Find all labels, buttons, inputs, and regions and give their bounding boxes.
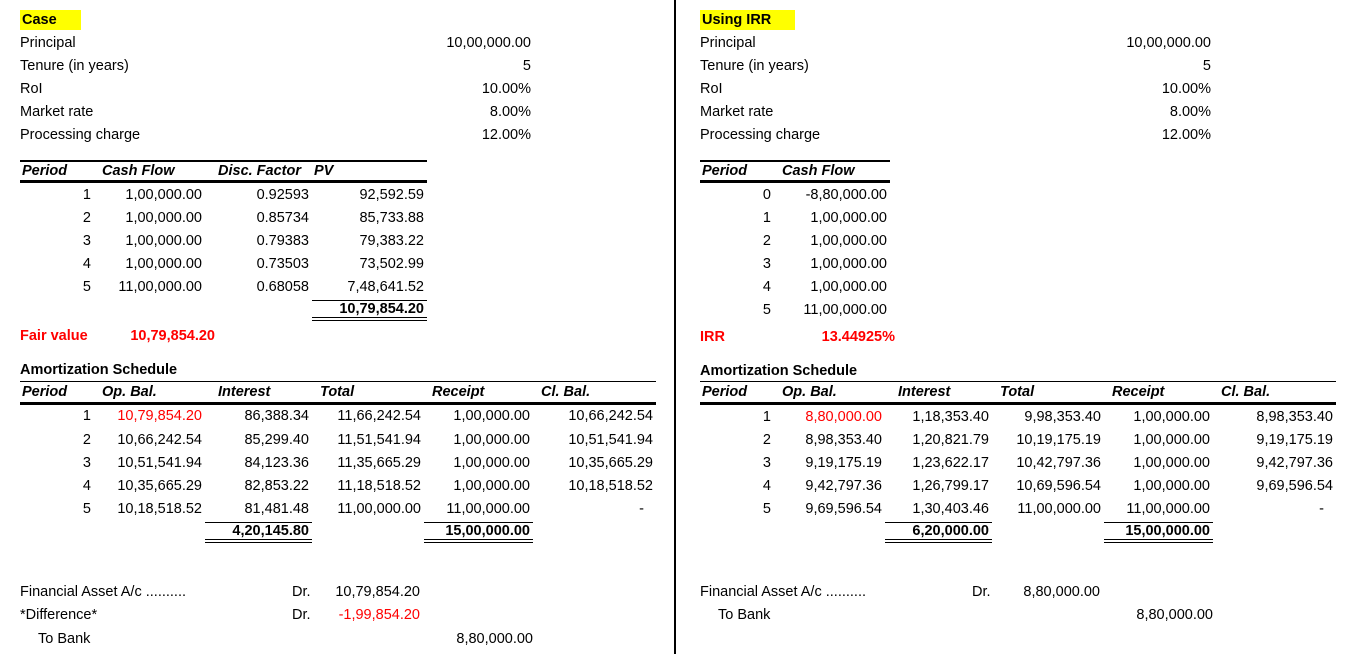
cell-interest[interactable]: 1,20,821.79 bbox=[912, 431, 989, 448]
amort-header-cl-bal[interactable]: Cl. Bal. bbox=[541, 383, 591, 400]
cell-cash-flow[interactable]: 1,00,000.00 bbox=[125, 256, 202, 273]
cell-disc-factor[interactable]: 0.73503 bbox=[256, 256, 309, 273]
cell-receipt[interactable]: 1,00,000.00 bbox=[1133, 455, 1210, 472]
param-row-market-rate bbox=[20, 101, 531, 124]
market-rate-value-cell[interactable]: 8.00% bbox=[1169, 104, 1211, 121]
cell-period[interactable]: 4 bbox=[82, 478, 91, 495]
cashflow-header-period[interactable]: Period bbox=[22, 162, 68, 179]
cashflow-header-pv[interactable]: PV bbox=[314, 162, 334, 179]
cashflow-total-row bbox=[20, 299, 427, 322]
amortization-header-row bbox=[700, 382, 1336, 405]
principal-label-cell[interactable]: Principal bbox=[700, 34, 756, 51]
cell-interest[interactable]: 85,299.40 bbox=[244, 431, 309, 448]
amort-header-cl-bal[interactable]: Cl. Bal. bbox=[1221, 384, 1271, 401]
cell-total[interactable]: 9,98,353.40 bbox=[1024, 408, 1101, 425]
fair-value-row bbox=[20, 325, 674, 348]
cashflow-header-cash-flow[interactable]: Cash Flow bbox=[102, 162, 175, 179]
journal-debit-amount-cell[interactable]: 10,79,854.20 bbox=[335, 583, 420, 600]
cashflow-header-period[interactable]: Period bbox=[702, 162, 748, 179]
cell-disc-factor[interactable]: 0.92593 bbox=[256, 186, 309, 203]
cell-period[interactable]: 2 bbox=[82, 209, 91, 226]
fair-value-cell[interactable]: 10,79,854.20 bbox=[130, 328, 215, 345]
cashflow-header-disc-factor[interactable]: Disc. Factor bbox=[218, 162, 301, 179]
principal-value-cell[interactable]: 10,00,000.00 bbox=[1126, 34, 1211, 51]
cell-cl-bal[interactable]: 10,18,518.52 bbox=[568, 478, 653, 495]
roi-label-cell[interactable]: RoI bbox=[20, 80, 43, 97]
param-row-processing-charge bbox=[20, 124, 531, 147]
cashflow-row bbox=[700, 229, 890, 252]
roi-value-cell[interactable]: 10.00% bbox=[481, 80, 531, 97]
using-irr-title-cell[interactable]: Using IRR bbox=[700, 10, 795, 30]
cell-op-bal[interactable]: 9,19,175.19 bbox=[805, 455, 882, 472]
market-rate-label-cell[interactable]: Market rate bbox=[20, 104, 94, 121]
case-title-cell[interactable]: Case bbox=[20, 10, 81, 30]
journal-row bbox=[700, 604, 1348, 628]
amortization-title-row bbox=[700, 360, 1336, 382]
cell-interest[interactable]: 84,123.36 bbox=[244, 454, 309, 471]
param-row-roi bbox=[20, 77, 531, 100]
cell-cl-bal[interactable]: 10,51,541.94 bbox=[568, 431, 653, 448]
processing-charge-label-cell[interactable]: Processing charge bbox=[700, 127, 821, 144]
cell-disc-factor[interactable]: 0.85734 bbox=[256, 209, 309, 226]
amort-header-op-bal[interactable]: Op. Bal. bbox=[102, 383, 157, 400]
cell-interest[interactable]: 81,481.48 bbox=[244, 501, 309, 518]
cell-receipt[interactable]: 1,00,000.00 bbox=[453, 431, 530, 448]
journal-credit-amount-cell[interactable]: 8,80,000.00 bbox=[456, 630, 533, 647]
cashflow-row bbox=[20, 183, 427, 206]
amort-header-receipt[interactable]: Receipt bbox=[1112, 384, 1165, 401]
cell-cash-flow[interactable]: 1,00,000.00 bbox=[810, 209, 887, 226]
cashflow-row bbox=[700, 183, 890, 206]
cell-receipt[interactable]: 1,00,000.00 bbox=[1133, 408, 1210, 425]
journal-credit-amount-cell[interactable]: 8,80,000.00 bbox=[1136, 607, 1213, 624]
journal-dr-cell[interactable]: Dr. bbox=[292, 583, 311, 600]
cell-op-bal[interactable]: 8,98,353.40 bbox=[805, 431, 882, 448]
cell-total[interactable]: 11,18,518.52 bbox=[337, 478, 421, 495]
amort-header-total[interactable]: Total bbox=[1000, 384, 1035, 401]
param-row-principal bbox=[20, 31, 531, 54]
cell-pv[interactable]: 73,502.99 bbox=[359, 256, 424, 273]
cell-total[interactable]: 11,66,242.54 bbox=[337, 408, 421, 425]
journal-row bbox=[20, 627, 674, 651]
cell-cash-flow[interactable]: 1,00,000.00 bbox=[810, 256, 887, 273]
cell-receipt[interactable]: 1,00,000.00 bbox=[453, 454, 530, 471]
cell-interest[interactable]: 82,853.22 bbox=[244, 478, 309, 495]
cell-cl-bal[interactable]: 9,42,797.36 bbox=[1256, 455, 1333, 472]
roi-label-cell[interactable]: RoI bbox=[700, 80, 723, 97]
cashflow-header-cash-flow[interactable]: Cash Flow bbox=[782, 162, 855, 179]
amortization-total-row bbox=[700, 521, 1348, 544]
cashflow-header-row bbox=[700, 160, 890, 183]
irr-cashflow-table bbox=[700, 160, 890, 322]
param-row-tenure bbox=[700, 54, 1211, 77]
market-rate-value-cell[interactable]: 8.00% bbox=[489, 104, 531, 121]
cell-total[interactable]: 10,19,175.19 bbox=[1016, 431, 1101, 448]
journal-row bbox=[20, 603, 674, 627]
journal-debit-amount-cell[interactable]: 8,80,000.00 bbox=[1023, 583, 1100, 600]
amortization-row bbox=[700, 405, 1348, 428]
cell-interest-total[interactable]: 4,20,145.80 bbox=[205, 522, 312, 543]
amort-header-op-bal[interactable]: Op. Bal. bbox=[782, 384, 837, 401]
cell-cash-flow[interactable]: 1,00,000.00 bbox=[810, 279, 887, 296]
cell-cl-bal[interactable]: - bbox=[1319, 501, 1324, 518]
cell-disc-factor[interactable]: 0.68058 bbox=[256, 279, 309, 296]
cashflow-row bbox=[20, 206, 427, 229]
cell-receipt[interactable]: 11,00,000.00 bbox=[1126, 501, 1210, 518]
cell-period[interactable]: 4 bbox=[762, 279, 771, 296]
cell-interest[interactable]: 86,388.34 bbox=[244, 408, 309, 425]
tenure-label-cell[interactable]: Tenure (in years) bbox=[700, 57, 809, 74]
cell-total[interactable]: 11,51,541.94 bbox=[337, 431, 421, 448]
fair-value-label-cell[interactable]: Fair value bbox=[20, 328, 88, 345]
case-title-row bbox=[20, 8, 674, 31]
cell-period[interactable]: 0 bbox=[762, 186, 771, 203]
cell-period[interactable]: 2 bbox=[82, 431, 91, 448]
amortization-row bbox=[20, 474, 674, 497]
amort-header-interest[interactable]: Interest bbox=[218, 383, 271, 400]
param-row-principal bbox=[700, 31, 1211, 54]
amortization-row bbox=[20, 498, 674, 521]
journal-row bbox=[20, 580, 674, 604]
cell-receipt[interactable]: 1,00,000.00 bbox=[1133, 478, 1210, 495]
cell-total[interactable]: 11,00,000.00 bbox=[1017, 501, 1101, 518]
cell-op-bal[interactable]: 10,79,854.20 bbox=[117, 408, 202, 425]
cell-op-bal[interactable]: 9,69,596.54 bbox=[805, 501, 882, 518]
tenure-label-cell[interactable]: Tenure (in years) bbox=[20, 57, 129, 74]
amortization-row bbox=[700, 451, 1348, 474]
market-rate-label-cell[interactable]: Market rate bbox=[700, 104, 774, 121]
irr-value-cell[interactable]: 13.44925% bbox=[821, 328, 895, 345]
cell-op-bal[interactable]: 8,80,000.00 bbox=[805, 408, 882, 425]
using-irr-pane bbox=[676, 0, 1348, 627]
cell-receipt[interactable]: 11,00,000.00 bbox=[446, 501, 530, 518]
cell-cl-bal[interactable]: 10,35,665.29 bbox=[568, 454, 653, 471]
cell-pv[interactable]: 79,383.22 bbox=[359, 232, 424, 249]
journal-dr-cell[interactable]: Dr. bbox=[972, 583, 991, 600]
using-irr-title-row bbox=[700, 8, 1348, 31]
cell-receipt[interactable]: 1,00,000.00 bbox=[1133, 431, 1210, 448]
cell-cl-bal[interactable]: 10,66,242.54 bbox=[568, 408, 653, 425]
cell-period[interactable]: 1 bbox=[82, 408, 91, 425]
roi-value-cell[interactable]: 10.00% bbox=[1161, 80, 1211, 97]
cell-total[interactable]: 11,35,665.29 bbox=[337, 454, 421, 471]
cell-interest[interactable]: 1,26,799.17 bbox=[912, 478, 989, 495]
cell-interest[interactable]: 1,30,403.46 bbox=[912, 501, 989, 518]
cell-pv[interactable]: 92,592.59 bbox=[359, 186, 424, 203]
cell-receipt[interactable]: 1,00,000.00 bbox=[453, 408, 530, 425]
cell-interest[interactable]: 1,23,622.17 bbox=[912, 455, 989, 472]
journal-dr-cell[interactable]: Dr. bbox=[292, 607, 311, 624]
cell-receipt-total[interactable]: 15,00,000.00 bbox=[424, 522, 533, 543]
case-journal-entries bbox=[20, 580, 674, 651]
cell-period[interactable]: 3 bbox=[82, 454, 91, 471]
cell-op-bal[interactable]: 10,18,518.52 bbox=[117, 501, 202, 518]
cell-op-bal[interactable]: 9,42,797.36 bbox=[805, 478, 882, 495]
cashflow-row bbox=[20, 229, 427, 252]
irr-journal-entries bbox=[700, 580, 1348, 627]
cell-period[interactable]: 3 bbox=[762, 256, 771, 273]
param-row-tenure bbox=[20, 54, 531, 77]
amortization-row bbox=[700, 475, 1348, 498]
cell-receipt[interactable]: 1,00,000.00 bbox=[453, 478, 530, 495]
cashflow-row bbox=[700, 206, 890, 229]
amortization-row bbox=[20, 451, 674, 474]
cell-cl-bal[interactable]: 9,19,175.19 bbox=[1256, 431, 1333, 448]
amortization-title-cell[interactable]: Amortization Schedule bbox=[20, 362, 178, 379]
cell-pv[interactable]: 7,48,641.52 bbox=[347, 279, 424, 296]
cell-cash-flow[interactable]: -8,80,000.00 bbox=[805, 186, 887, 203]
cashflow-row bbox=[700, 276, 890, 299]
cell-period[interactable]: 2 bbox=[762, 232, 771, 249]
irr-label-cell[interactable]: IRR bbox=[700, 328, 725, 345]
cell-period[interactable]: 5 bbox=[82, 279, 91, 296]
journal-to-bank-cell[interactable]: To Bank bbox=[718, 607, 771, 624]
cell-receipt-total[interactable]: 15,00,000.00 bbox=[1104, 522, 1213, 543]
cell-total-pv[interactable]: 10,79,854.20 bbox=[312, 300, 427, 321]
cell-period[interactable]: 2 bbox=[762, 431, 771, 448]
processing-charge-value-cell[interactable]: 12.00% bbox=[1161, 127, 1211, 144]
journal-debit-amount-cell[interactable]: -1,99,854.20 bbox=[338, 607, 420, 624]
param-row-processing-charge bbox=[700, 124, 1211, 147]
cell-op-bal[interactable]: 10,66,242.54 bbox=[117, 431, 202, 448]
journal-difference-cell[interactable]: *Difference* bbox=[20, 607, 98, 624]
cell-period[interactable]: 3 bbox=[762, 455, 771, 472]
cashflow-header-row bbox=[20, 160, 427, 183]
cell-total[interactable]: 11,00,000.00 bbox=[337, 501, 421, 518]
cell-cl-bal[interactable]: - bbox=[639, 501, 644, 518]
amortization-row bbox=[700, 498, 1348, 521]
amortization-row bbox=[20, 428, 674, 451]
cell-cl-bal[interactable]: 9,69,596.54 bbox=[1256, 478, 1333, 495]
cell-interest-total[interactable]: 6,20,000.00 bbox=[885, 522, 992, 543]
cell-period[interactable]: 3 bbox=[82, 232, 91, 249]
amort-header-period[interactable]: Period bbox=[22, 383, 68, 400]
cell-period[interactable]: 5 bbox=[762, 501, 771, 518]
cell-period[interactable]: 5 bbox=[762, 302, 771, 319]
amortization-total-row bbox=[20, 521, 674, 544]
cell-period[interactable]: 5 bbox=[82, 501, 91, 518]
cell-cash-flow[interactable]: 1,00,000.00 bbox=[125, 209, 202, 226]
cashflow-row bbox=[20, 276, 427, 299]
processing-charge-label-cell[interactable]: Processing charge bbox=[20, 127, 141, 144]
cell-pv[interactable]: 85,733.88 bbox=[359, 209, 424, 226]
cell-cash-flow[interactable]: 1,00,000.00 bbox=[125, 186, 202, 203]
tenure-value-cell[interactable]: 5 bbox=[522, 57, 531, 74]
amort-header-receipt[interactable]: Receipt bbox=[432, 383, 485, 400]
cell-period[interactable]: 1 bbox=[762, 209, 771, 226]
principal-value-cell[interactable]: 10,00,000.00 bbox=[446, 34, 531, 51]
journal-account-cell[interactable]: Financial Asset A/c .......... bbox=[700, 583, 867, 600]
amort-header-period[interactable]: Period bbox=[702, 384, 748, 401]
cell-cl-bal[interactable]: 8,98,353.40 bbox=[1256, 408, 1333, 425]
irr-row bbox=[700, 325, 1348, 348]
cell-cash-flow[interactable]: 1,00,000.00 bbox=[810, 232, 887, 249]
cell-cash-flow[interactable]: 1,00,000.00 bbox=[125, 232, 202, 249]
cell-op-bal[interactable]: 10,35,665.29 bbox=[117, 478, 202, 495]
tenure-value-cell[interactable]: 5 bbox=[1202, 57, 1211, 74]
cell-period[interactable]: 1 bbox=[82, 186, 91, 203]
cashflow-row bbox=[700, 299, 890, 322]
cell-total[interactable]: 10,42,797.36 bbox=[1016, 455, 1101, 472]
journal-to-bank-cell[interactable]: To Bank bbox=[38, 630, 91, 647]
param-row-market-rate bbox=[700, 101, 1211, 124]
cell-cash-flow[interactable]: 11,00,000.00 bbox=[118, 279, 202, 296]
param-row-roi bbox=[700, 77, 1211, 100]
amortization-row bbox=[20, 405, 674, 428]
journal-account-cell[interactable]: Financial Asset A/c .......... bbox=[20, 583, 187, 600]
cell-period[interactable]: 1 bbox=[762, 408, 771, 425]
cell-period[interactable]: 4 bbox=[82, 256, 91, 273]
amortization-title-cell[interactable]: Amortization Schedule bbox=[700, 362, 858, 379]
case-pane bbox=[0, 0, 674, 650]
amortization-row bbox=[700, 428, 1348, 451]
cell-disc-factor[interactable]: 0.79383 bbox=[256, 232, 309, 249]
cashflow-row bbox=[20, 253, 427, 276]
cashflow-row bbox=[700, 253, 890, 276]
cell-total[interactable]: 10,69,596.54 bbox=[1016, 478, 1101, 495]
cell-interest[interactable]: 1,18,353.40 bbox=[912, 408, 989, 425]
journal-row bbox=[700, 580, 1348, 604]
amortization-header-row bbox=[20, 382, 656, 405]
processing-charge-value-cell[interactable]: 12.00% bbox=[481, 127, 531, 144]
cell-cash-flow[interactable]: 11,00,000.00 bbox=[803, 302, 887, 319]
amort-header-interest[interactable]: Interest bbox=[898, 384, 951, 401]
amort-header-total[interactable]: Total bbox=[320, 383, 355, 400]
cell-period[interactable]: 4 bbox=[762, 478, 771, 495]
cell-op-bal[interactable]: 10,51,541.94 bbox=[117, 454, 202, 471]
principal-label-cell[interactable]: Principal bbox=[20, 34, 76, 51]
amortization-title-row bbox=[20, 360, 656, 382]
case-cashflow-table bbox=[20, 160, 427, 322]
